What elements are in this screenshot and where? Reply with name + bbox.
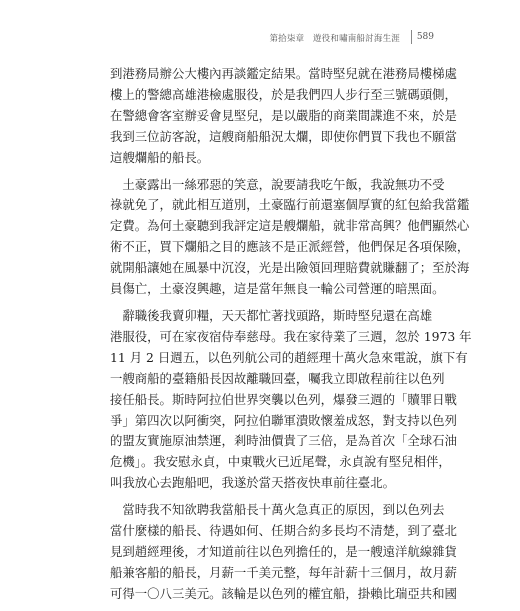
text-line: 就開船讓她在風暴中沉沒，光是出險領回理賠費就賺翻了；至於海 <box>110 260 470 276</box>
paragraph <box>110 306 470 494</box>
text-line: 到港務局辦公大樓內再談鑑定結果。當時堅兒就在港務局樓梯處 <box>110 66 457 81</box>
text-line: 危機」。我安慰永貞，中東戰火已近尾聲，永貞說有堅兒相伴， <box>110 454 451 470</box>
text-line: 當什麼樣的船長、待遇如何、任期合約多長均不清楚，到了臺北 <box>110 523 457 539</box>
text-line: 樓上的警總高雄港檢處服役，於是我們四人步行至三號碼頭側， <box>110 86 457 102</box>
text-line: 祿就免了，就此相互道別，土豪臨行前還塞個厚實的紅包給我當鑑 <box>110 197 470 213</box>
paragraph <box>110 500 470 605</box>
text-line: 術不正，買下爛船之目的應該不是正派經營，他們保足各項保險， <box>110 239 470 255</box>
text-line: 一艘商船的臺籍船長因故離職回臺，囑我立即啟程前往以色列 <box>110 370 445 386</box>
text-line: 叫我放心去跑船吧，我遂於當天搭夜快車前往臺北。 <box>110 475 395 491</box>
text-line: 這艘爛船的船長。 <box>110 149 210 165</box>
text-line: 我到三位訪客說，這艘商船船況太爛，即使你們買下我也不願當 <box>110 128 457 144</box>
text-line: 當時我不知欲聘我當船長十萬火急真正的原因，到以色列去 <box>110 502 445 518</box>
running-header <box>0 22 470 52</box>
text-line: 在警總會客室辦妥會見堅兒，是以嚴脂的商業間諜進不來，於是 <box>110 107 457 123</box>
text-line: 11 月 2 日週五，以色列航公司的趙經理十萬火急來電說，旗下有 <box>110 349 468 365</box>
text-line: 港服役，可在家夜宿侍奉慈母。我在家待業了三週，忽於 1973 年 <box>110 328 472 344</box>
body-text <box>110 64 470 611</box>
paragraph <box>110 64 470 169</box>
text-line: 見到趙經理後，才知道前往以色列擔任的，是一艘遠洋航線雜貨 <box>110 543 457 559</box>
text-line: 的盟友實施原油禁運，剎時油價貴了三倍，是為首次「全球石油 <box>110 433 457 449</box>
page-number: 589 <box>416 32 434 42</box>
text-line: 爭」第四次以阿衝突，阿拉伯聯軍潰敗懷羞成怒，對支持以色列 <box>110 412 457 428</box>
text-line: 土豪露出一絲邪惡的笑意，說要請我吃午飯，我說無功不受 <box>110 176 445 192</box>
chapter-title: 第拾柒章 遊役和嘯南船討海生涯 <box>269 34 400 44</box>
header-divider <box>411 30 412 44</box>
paragraph <box>110 175 470 300</box>
text-line: 員傷亡，土豪沒興趣，這是當年無良一輪公司營運的暗黑面。 <box>110 281 445 297</box>
text-line: 可得一〇八三美元。該輪是以色列的權宜船，掛賴比瑞亞共和國 <box>110 585 457 601</box>
text-line: 接任船長。斯時阿拉伯世界突襲以色列，爆發三週的「贖罪日戰 <box>110 391 457 407</box>
text-line: 船兼客船的船長，月薪一千美元整，每年計薪十三個月，故月薪 <box>110 564 457 580</box>
text-line: 辭職後我賣卯糧，天天都忙著找頭路，斯時堅兒還在高雄 <box>110 307 433 323</box>
text-line: 定費。為何土豪聽到我評定這是艘爛船，就非常高興？他們顯然心 <box>110 218 470 234</box>
